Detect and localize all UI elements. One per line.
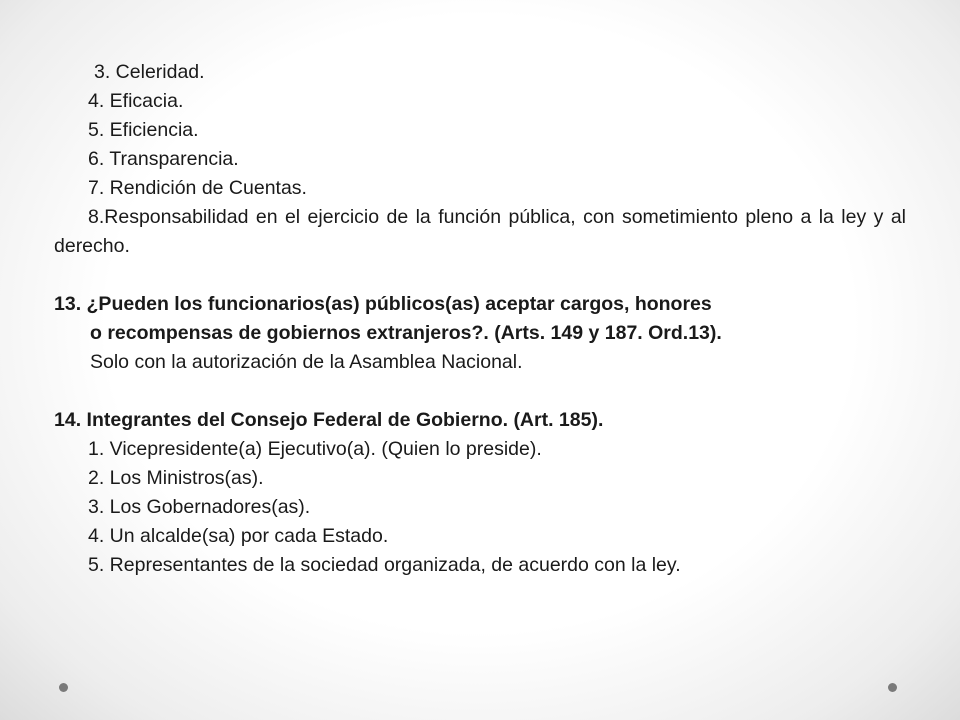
principle-item-7: 7. Rendición de Cuentas. <box>88 177 307 199</box>
question-14-heading: 14. Integrantes del Consejo Federal de Gobierno. (Art. 185). <box>54 409 604 431</box>
principle-item-5: 5. Eficiencia. <box>88 119 199 141</box>
council-member-item: 5. Representantes de la sociedad organizada, de acuerdo con la ley. <box>88 554 681 576</box>
question-13-line-2: o recompensas de gobiernos extranjeros?. (Arts. 149 y 187. Ord.13). <box>90 322 722 344</box>
council-member-item: 1. Vicepresidente(a) Ejecutivo(a). (Quien lo preside). <box>88 438 542 460</box>
council-member-item: 4. Un alcalde(sa) por cada Estado. <box>88 525 389 547</box>
principle-item-4: 4. Eficacia. <box>88 90 184 112</box>
decorative-dot-left <box>59 683 68 692</box>
principle-item-3: 3. Celeridad. <box>94 61 205 83</box>
spacer <box>54 377 906 406</box>
spacer <box>54 261 906 290</box>
decorative-dot-right <box>888 683 897 692</box>
question-13-answer: Solo con la autorización de la Asamblea Nacional. <box>90 351 523 373</box>
council-member-item: 2. Los Ministros(as). <box>88 467 264 489</box>
principle-item-6: 6. Transparencia. <box>88 148 239 170</box>
council-member-item: 3. Los Gobernadores(as). <box>88 496 311 518</box>
principle-item-8: 8.Responsabilidad en el ejercicio de la función pública, con sometimiento pleno a la ley y al derecho. <box>54 206 906 257</box>
slide-body <box>54 58 906 580</box>
question-13-line-1: 13. ¿Pueden los funcionarios(as) públicos(as) aceptar cargos, honores <box>54 293 712 315</box>
